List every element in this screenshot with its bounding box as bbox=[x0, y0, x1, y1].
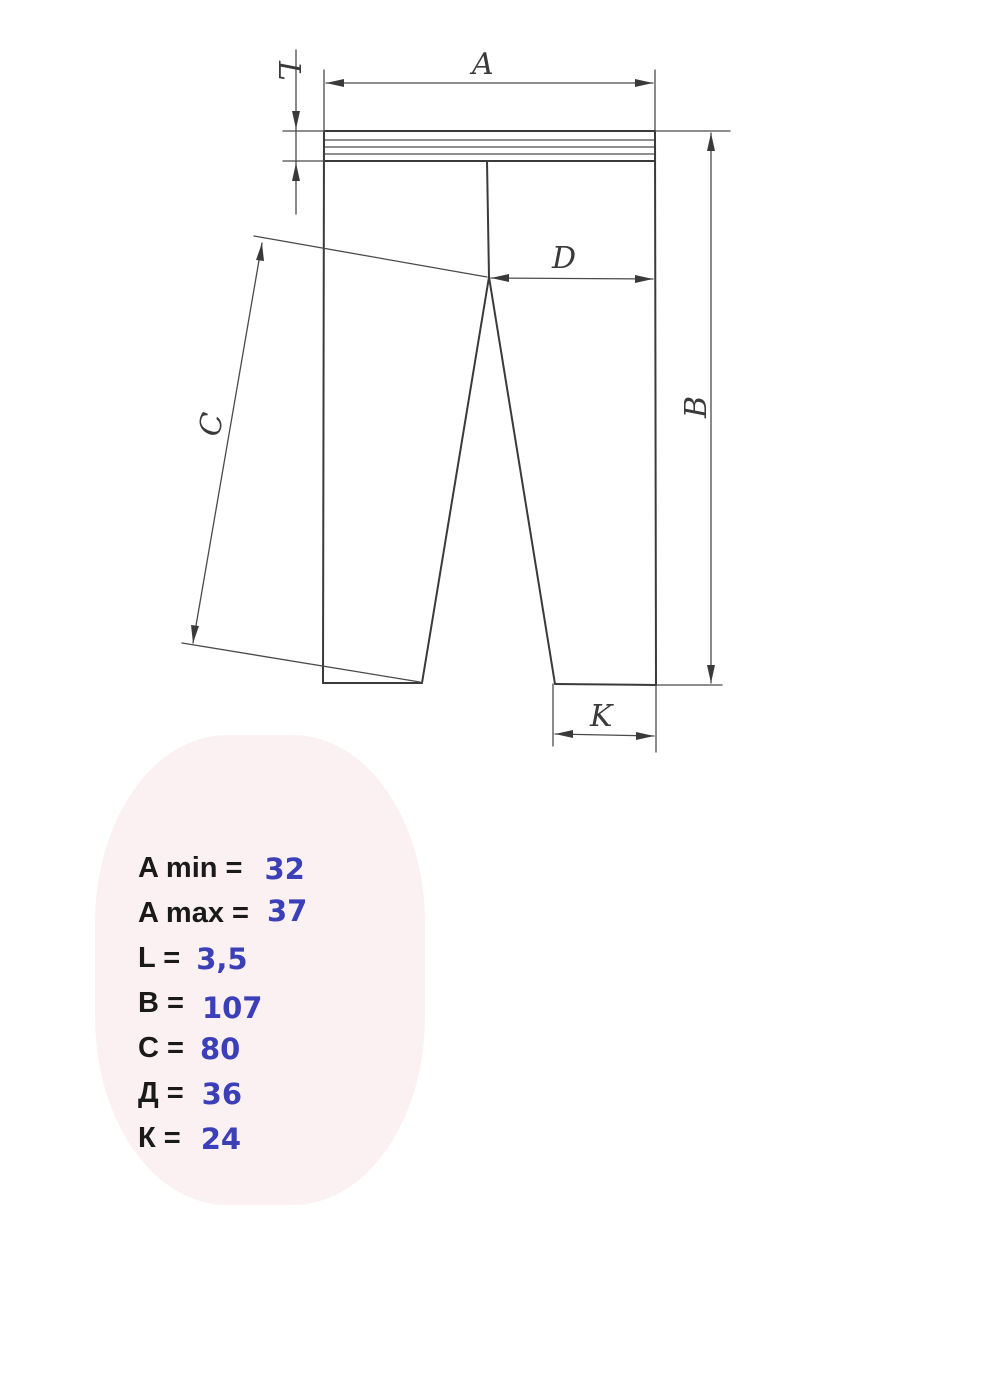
dimension-label-b: B bbox=[679, 395, 714, 418]
measurement-row-b bbox=[138, 981, 438, 1026]
pants-outline bbox=[323, 131, 656, 685]
dimension-label-k: K bbox=[590, 699, 613, 734]
measurement-row-a-max bbox=[138, 891, 438, 936]
waistband bbox=[324, 131, 655, 161]
measurement-row-k bbox=[138, 1116, 438, 1161]
dimension-label-c: C bbox=[192, 410, 231, 439]
measurement-row-c bbox=[138, 1026, 438, 1071]
dimension-c bbox=[182, 236, 487, 682]
measurement-row-a-min bbox=[138, 846, 438, 891]
measurement-value: 32 bbox=[264, 851, 305, 886]
measurement-label: C = bbox=[138, 1032, 184, 1064]
measurement-label: A min = bbox=[138, 852, 243, 884]
measurement-value: 107 bbox=[201, 990, 263, 1025]
dimension-l bbox=[271, 50, 324, 214]
dimension-b bbox=[655, 131, 730, 685]
measurement-label: К = bbox=[138, 1122, 181, 1154]
measurement-value: 80 bbox=[199, 1031, 241, 1066]
measurement-value: 3,5 bbox=[196, 941, 248, 976]
measurement-value: 36 bbox=[201, 1076, 243, 1111]
dimension-label-d: D bbox=[552, 241, 577, 276]
measurement-value: 24 bbox=[200, 1121, 242, 1156]
dimension-d bbox=[491, 241, 653, 283]
dimension-label-l: L bbox=[271, 61, 306, 81]
measurement-row-l bbox=[138, 936, 438, 981]
measurement-row-d bbox=[138, 1071, 438, 1116]
measurement-label: L = bbox=[138, 942, 181, 974]
measurement-label: A max = bbox=[138, 897, 249, 929]
dimension-a bbox=[324, 47, 655, 131]
measurement-label: B = bbox=[138, 987, 184, 1019]
dimension-k bbox=[553, 684, 656, 752]
dimension-label-a: A bbox=[472, 47, 494, 82]
measurement-list bbox=[138, 846, 438, 1161]
measurement-value: 37 bbox=[266, 893, 308, 928]
measurement-label: Д = bbox=[138, 1077, 184, 1109]
